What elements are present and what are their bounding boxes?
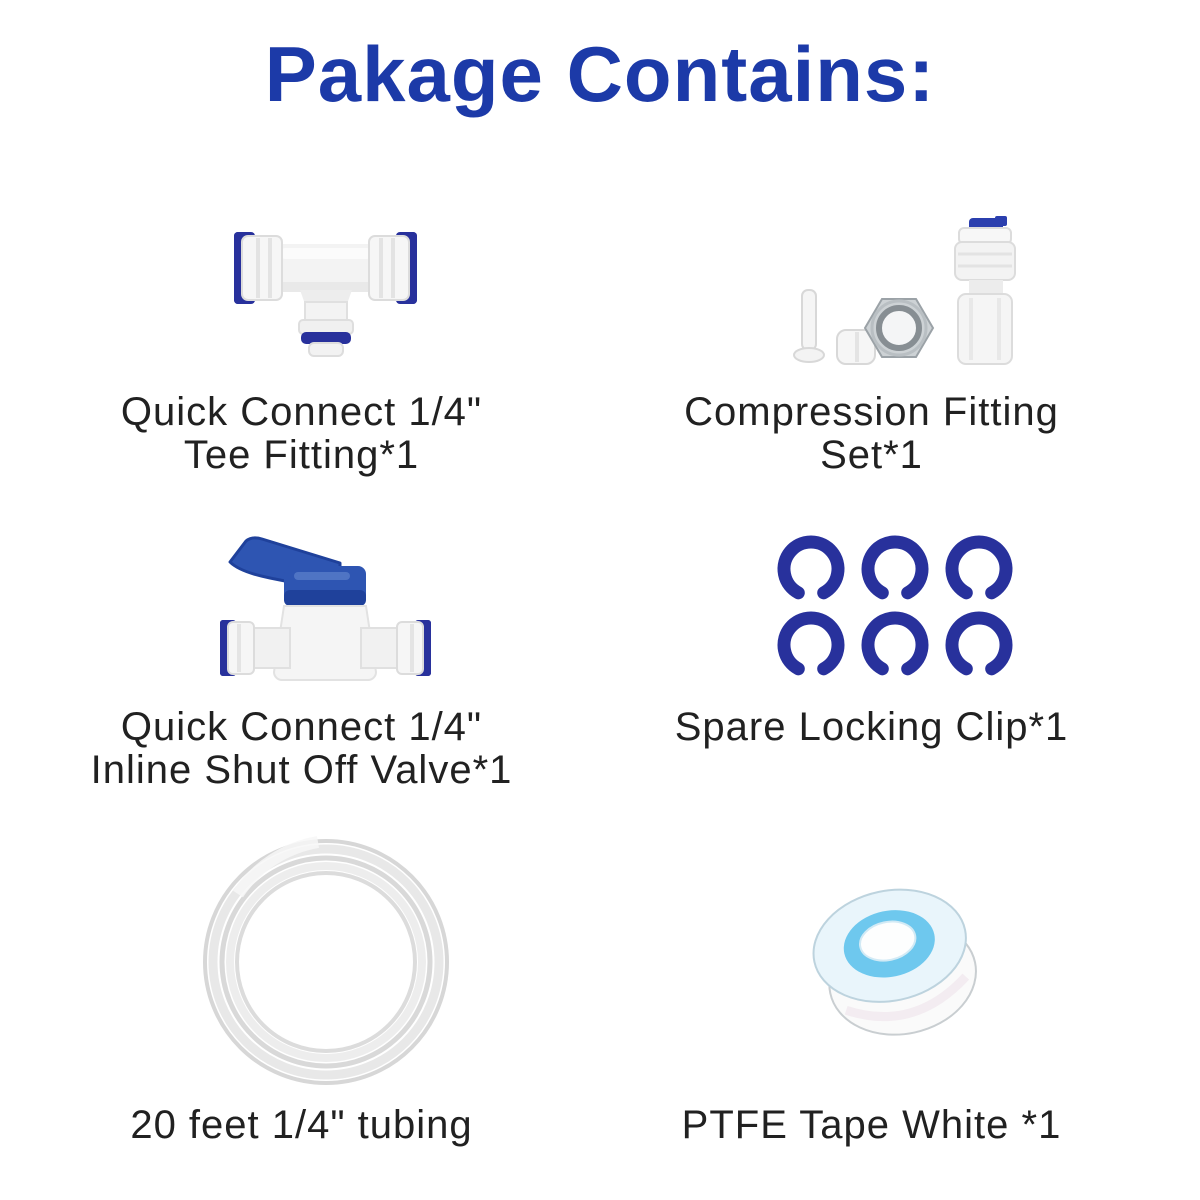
item-inline-shut-off-valve bbox=[90, 508, 560, 792]
item-compression-fitting-set bbox=[660, 196, 1130, 477]
caption-line: Quick Connect 1/4" bbox=[120, 390, 483, 434]
item-tubing-coil bbox=[90, 818, 560, 1147]
tee-fitting-icon bbox=[218, 224, 433, 364]
item-caption bbox=[20, 391, 584, 477]
caption-line: 20 feet 1/4" tubing bbox=[130, 1103, 473, 1147]
caption-line: Quick Connect 1/4" bbox=[120, 705, 483, 749]
item-tee-fitting bbox=[90, 196, 560, 477]
ptfe-tape-icon bbox=[805, 877, 985, 1045]
page-title: Pakage Contains: bbox=[264, 30, 936, 118]
tubing-coil-image bbox=[90, 818, 560, 1104]
item-spare-locking-clips bbox=[660, 508, 1130, 749]
caption-line: Compression Fitting bbox=[684, 390, 1059, 434]
caption-line: Spare Locking Clip*1 bbox=[674, 705, 1069, 749]
caption-line: Set*1 bbox=[820, 433, 923, 478]
item-ptfe-tape bbox=[660, 818, 1130, 1147]
caption-line: PTFE Tape White *1 bbox=[681, 1103, 1062, 1147]
item-caption bbox=[590, 706, 1154, 749]
item-caption bbox=[20, 706, 584, 792]
caption-line: Inline Shut Off Valve*1 bbox=[90, 748, 513, 793]
spare-locking-clips-icon bbox=[775, 532, 1015, 682]
item-caption bbox=[20, 1104, 584, 1147]
spare-locking-clips-image bbox=[660, 508, 1130, 706]
item-caption bbox=[590, 1104, 1154, 1147]
tubing-coil-icon bbox=[198, 834, 453, 1089]
inline-shut-off-valve-icon bbox=[218, 532, 433, 682]
ptfe-tape-image bbox=[660, 818, 1130, 1104]
caption-line: Tee Fitting*1 bbox=[183, 433, 420, 478]
tee-fitting-image bbox=[90, 196, 560, 391]
compression-fitting-set-icon bbox=[773, 216, 1018, 371]
compression-fitting-set-image bbox=[660, 196, 1130, 391]
item-caption bbox=[590, 391, 1154, 477]
inline-shut-off-valve-image bbox=[90, 508, 560, 706]
